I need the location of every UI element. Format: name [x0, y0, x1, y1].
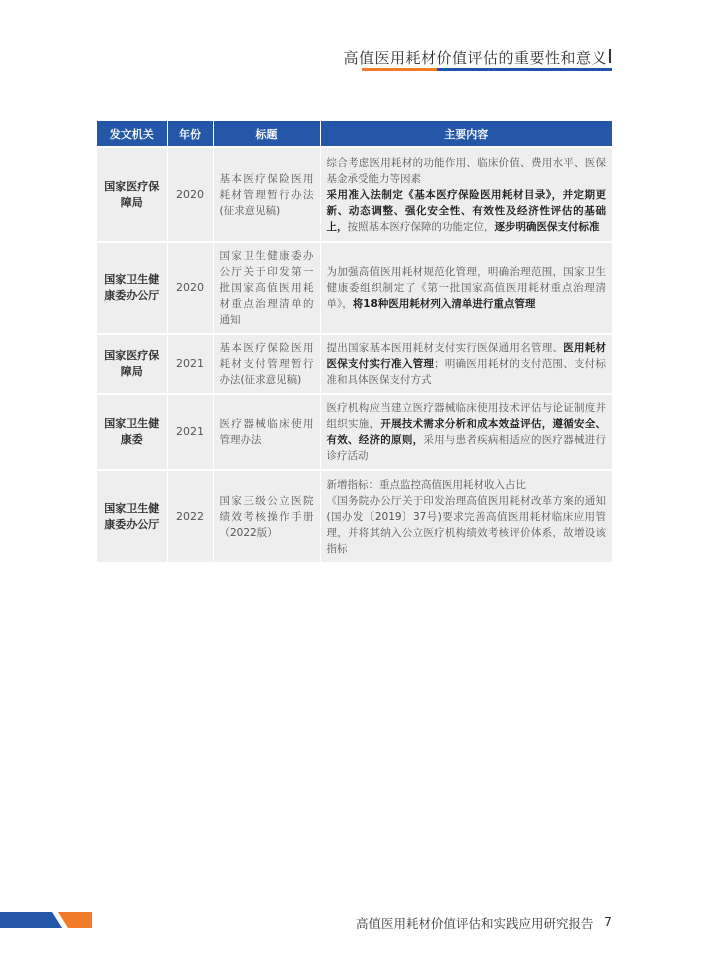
content-text-bold: 医用耗材医保支付实行准入管理 [326, 342, 607, 370]
issuer-cell: 国家卫生健康委办公厅 [97, 242, 167, 334]
year-cell: 2022 [167, 470, 213, 562]
content-text: 提出国家基本医用耗材支付实行医保通用名管理、 [326, 342, 564, 354]
year-cell: 2020 [167, 242, 213, 334]
header-separator-mark [609, 49, 611, 63]
content-text: ；明确医用耗材的支付范围、支付标准和具体医保支付方式 [326, 358, 607, 386]
title-cell: 国家卫生健康委办公厅关于印发第一批国家高值医用耗材重点治理清单的通知 [213, 242, 320, 334]
year-cell: 2021 [167, 334, 213, 394]
table-row [97, 334, 612, 394]
page-number: 7 [604, 914, 612, 929]
content-text: 采用与患者疾病相适应的医疗器械进行诊疗活动 [326, 434, 607, 462]
content-cell [320, 394, 612, 470]
title-cell: 国家三级公立医院绩效考核操作手册（2022版） [213, 470, 320, 562]
year-cell: 2021 [167, 394, 213, 470]
content-text: 医疗机构应当建立医疗器械临床使用技术评估与论证制度并组织实施， [326, 402, 606, 430]
content-text: 综合考虑医用耗材的功能作用、临床价值、费用水平、医保基金承受能力等因素 [326, 156, 606, 185]
table-row [97, 242, 612, 334]
content-text: 《国务院办公厅关于印发治理高值医用耗材改革方案的通知(国办发〔2019〕37号)要求完善高值医用耗材临床应用管理，并将其纳入公立医疗机构绩效考核评价体系，故增设该指标 [326, 494, 606, 555]
table-row [97, 147, 612, 242]
policy-table [97, 121, 612, 562]
table-row [97, 470, 612, 562]
issuer-cell: 国家医疗保障局 [97, 147, 167, 242]
content-text: 为加强高值医用耗材规范化管理，明确治理范围，国家卫生健康委组织制定了《第一批国家高值医用耗材重点治理清单》， [326, 266, 606, 310]
table-header-row [97, 121, 612, 147]
title-cell: 医疗器械临床使用管理办法 [213, 394, 320, 470]
column-header-issuer: 发文机关 [97, 121, 167, 147]
header-underline [362, 68, 612, 71]
content-text-bold: 逐步明确医保支付标准 [494, 220, 600, 233]
content-text-bold: 开展技术需求分析和成本效益评估，遵循安全、有效、经济的原则， [326, 418, 607, 446]
content-cell [320, 470, 612, 562]
footer-orange-tab [58, 912, 92, 928]
content-text: 新增指标：重点监控高值医用耗材收入占比 [326, 478, 526, 491]
content-text-bold: 采用准入法制定《基本医疗保险医用耗材目录》，并定期更新、动态调整、强化安全性、有效性及经济性评估的基础上， [326, 188, 606, 233]
title-cell: 基本医疗保险医用耗材管理暂行办法(征求意见稿) [213, 147, 320, 242]
issuer-cell: 国家卫生健康委 [97, 394, 167, 470]
content-text: 按照基本医疗保障的功能定位， [347, 220, 495, 233]
footer-blue-tab [0, 912, 62, 928]
issuer-cell: 国家医疗保障局 [97, 334, 167, 394]
column-header-year: 年份 [167, 121, 213, 147]
content-cell [320, 147, 612, 242]
content-cell [320, 242, 612, 334]
footer-report-title: 高值医用耗材价值评估和实践应用研究报告 [356, 916, 594, 931]
content-cell [320, 334, 612, 394]
column-header-content: 主要内容 [320, 121, 612, 147]
title-cell: 基本医疗保险医用耗材支付管理暂行办法(征求意见稿) [213, 334, 320, 394]
page-header-title: 高值医用耗材价值评估的重要性和意义 [343, 49, 607, 67]
table-row [97, 394, 612, 470]
year-cell: 2020 [167, 147, 213, 242]
content-text-bold: 将18种医用耗材列入清单进行重点管理 [352, 298, 536, 310]
issuer-cell: 国家卫生健康委办公厅 [97, 470, 167, 562]
column-header-title: 标题 [213, 121, 320, 147]
